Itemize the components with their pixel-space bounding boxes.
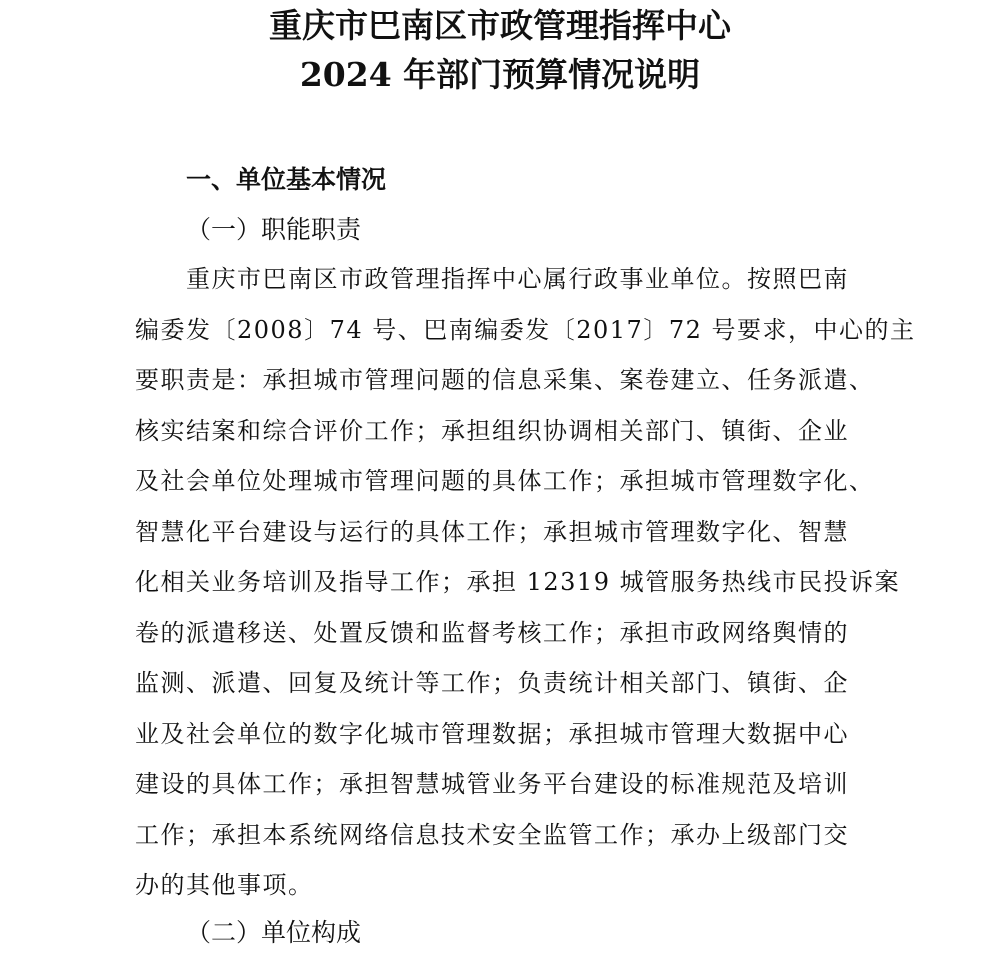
subsection-heading-functions: （一）职能职责 [186,215,362,244]
document-title-line-1: 重庆市巴南区市政管理指挥中心 [269,6,731,45]
paragraph-line: 重庆市巴南区市政管理指挥中心属行政事业单位。按照巴南 [186,265,849,293]
document-title-line-2: 2024 年部门预算情况说明 [299,55,701,94]
paragraph-line: 监测、派遣、回复及统计等工作；负责统计相关部门、镇街、企 [135,669,849,697]
paragraph-line: 要职责是：承担城市管理问题的信息采集、案卷建立、任务派遣、 [135,366,875,394]
paragraph-line: 办的其他事项。 [135,871,314,899]
functions-paragraph [135,259,916,916]
paragraph-line: 工作；承担本系统网络信息技术安全监管工作；承办上级部门交 [135,820,849,849]
paragraph-line: 核实结案和综合评价工作；承担组织协调相关部门、镇街、企业 [135,416,849,445]
subsection-heading-composition: （二）单位构成 [186,918,362,947]
paragraph-line: 智慧化平台建设与运行的具体工作；承担城市管理数字化、智慧 [135,517,849,546]
paragraph-line: 卷的派遣移送、处置反馈和监督考核工作；承担市政网络舆情的 [135,618,849,647]
paragraph-line: 及社会单位处理城市管理问题的具体工作；承担城市管理数字化、 [135,467,875,495]
paragraph-line: 建设的具体工作；承担智慧城管业务平台建设的标准规范及培训 [135,770,849,798]
paragraph-line: 业及社会单位的数字化城市管理数据；承担城市管理大数据中心 [135,719,849,748]
paragraph-line: 化相关业务培训及指导工作；承担 12319 城管服务热线市民投诉案 [135,568,901,596]
section-heading-basic-info: 一、单位基本情况 [186,165,387,194]
paragraph-line: 编委发〔2008〕74 号、巴南编委发〔2017〕72 号要求，中心的主 [135,315,916,344]
